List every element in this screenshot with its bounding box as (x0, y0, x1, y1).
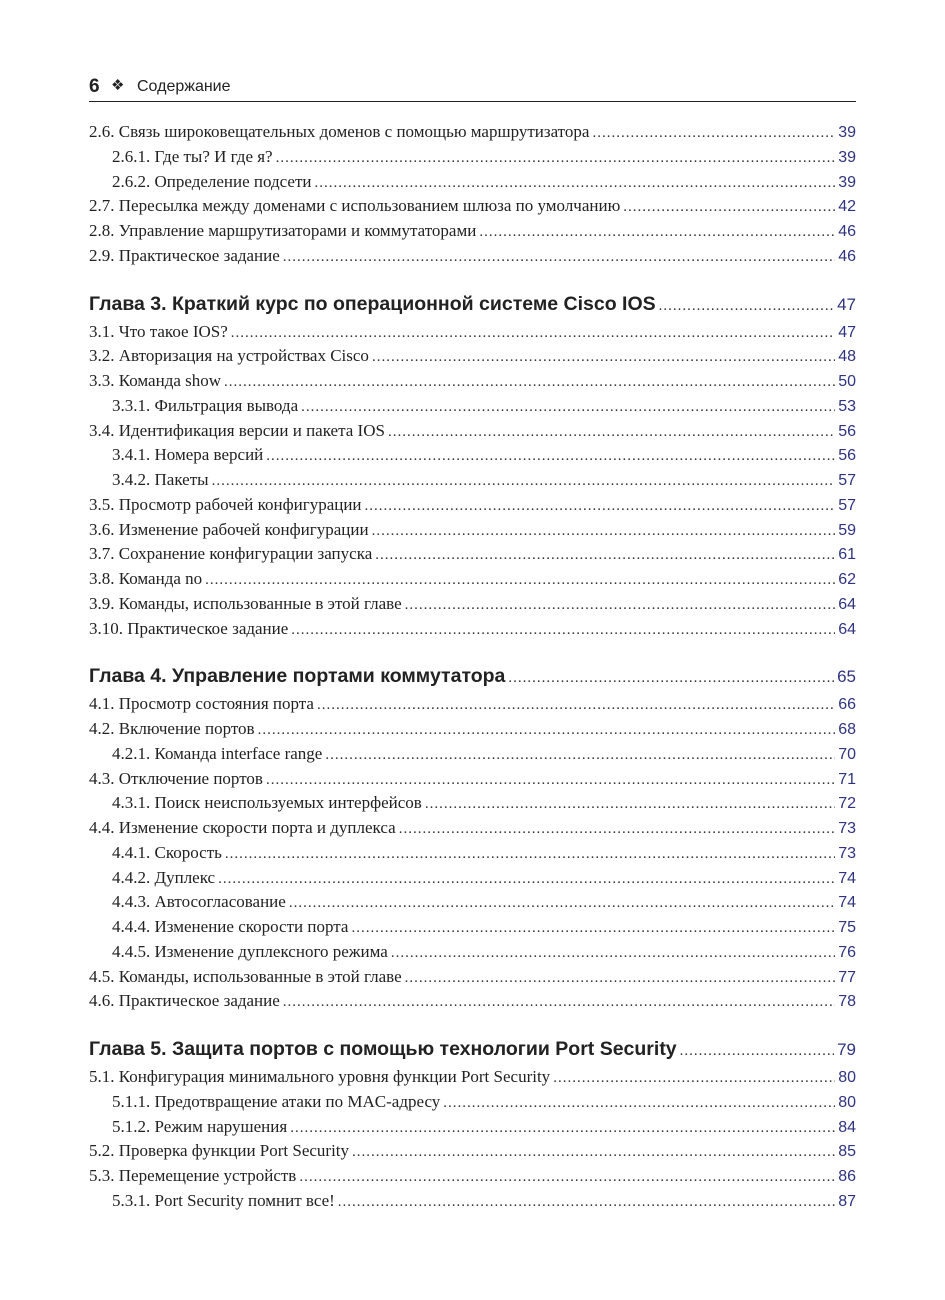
toc-page-number: 47 (838, 323, 856, 341)
toc-entry-title: 5.1. Конфигурация минимального уровня функции Port Security (89, 1067, 551, 1086)
toc-entry-title: 4.4. Изменение скорости порта и дуплекса (89, 818, 396, 837)
toc-page-number: 79 (837, 1040, 856, 1059)
toc-page-number: 46 (838, 223, 856, 240)
toc-entry-title: 3.9. Команды, использованные в этой главе (89, 593, 402, 613)
toc-page-number: 75 (838, 919, 856, 936)
toc-entry-title: 3.10. Практическое задание (89, 618, 289, 638)
toc-page-number: 76 (838, 943, 856, 961)
toc-entry-title: 4.4.2. Дуплекс (112, 867, 216, 887)
toc-chapter-entry (89, 665, 856, 694)
toc-entry (89, 818, 856, 843)
toc-page-number: 80 (838, 1093, 856, 1111)
dot-leader (372, 349, 835, 366)
dot-leader (266, 448, 835, 465)
toc-entry (89, 843, 856, 868)
toc-page-number: 59 (838, 521, 856, 539)
toc-entry-title: 4.3.1. Поиск неиспользуемых интерфейсов (112, 793, 422, 813)
toc-entry-title: Глава 5. Защита портов с помощью технологии Port Security (89, 1038, 677, 1060)
toc-page-number: 42 (838, 198, 856, 216)
toc-page-number: 72 (838, 795, 856, 813)
toc-entry-title: 4.4.3. Автосогласование (112, 892, 286, 912)
dot-leader (283, 249, 835, 266)
toc-entry (89, 172, 856, 197)
dot-leader (388, 424, 835, 441)
toc-page-number: 48 (838, 348, 856, 366)
toc-entry-title: 4.4.1. Скорость (112, 842, 222, 862)
dot-leader (231, 325, 835, 342)
toc-entry (89, 942, 856, 967)
dot-leader (315, 175, 836, 192)
toc-page-number: 87 (838, 1192, 856, 1210)
toc-page-number: 57 (838, 496, 856, 514)
dot-leader (508, 670, 834, 687)
toc-entry-title: 4.2. Включение портов (89, 719, 255, 738)
toc-chapter-entry (89, 293, 856, 322)
running-title: Содержание (137, 78, 231, 95)
dot-leader (325, 747, 835, 764)
toc-entry (89, 421, 856, 446)
dot-leader (352, 1144, 835, 1161)
toc-entry (89, 619, 856, 644)
dot-leader (365, 498, 836, 515)
dot-leader (351, 920, 835, 937)
dot-leader (405, 970, 836, 987)
toc-entry-title: Глава 4. Управление портами коммутатора (89, 665, 506, 688)
toc-entry-title: 3.4. Идентификация версии и пакета IOS (89, 420, 385, 440)
toc-entry-title: 4.6. Практическое задание (89, 991, 280, 1011)
toc-page-number: 53 (838, 397, 856, 415)
toc-entry (89, 594, 856, 619)
toc-entry-title: 2.8. Управление маршрутизаторами и коммутаторами (89, 221, 477, 240)
toc-entry-title: 4.4.4. Изменение скорости порта (112, 917, 349, 936)
toc-entry (89, 246, 856, 271)
toc-entry (89, 396, 856, 421)
dot-leader (425, 796, 835, 813)
toc-entry-title: 5.2. Проверка функции Port Security (89, 1141, 350, 1161)
dot-leader (391, 945, 835, 962)
dot-leader (443, 1095, 835, 1112)
toc-entry-title: 3.3. Команда show (89, 371, 222, 390)
toc-entry-title: 3.1. Что такое IOS? (89, 321, 228, 341)
toc-page-number: 74 (838, 869, 856, 887)
dot-leader (224, 374, 835, 391)
toc-entry-title: 4.2.1. Команда interface range (112, 743, 323, 763)
toc-entry (89, 346, 856, 371)
toc-entry-title: 2.9. Практическое задание (89, 245, 280, 265)
toc-entry (89, 892, 856, 917)
toc-entry (89, 694, 856, 719)
dot-leader (212, 473, 836, 490)
toc-entry (89, 520, 856, 545)
toc-page-number: 46 (838, 247, 856, 265)
toc-entry-title: 5.1.2. Режим нарушения (112, 1116, 288, 1136)
toc-entry (89, 868, 856, 893)
toc-entry (89, 322, 856, 347)
dot-leader (375, 547, 835, 564)
toc-page-number: 64 (838, 595, 856, 613)
toc-page-number: 73 (838, 820, 856, 837)
toc-entry (89, 122, 856, 147)
toc-entry-title: 3.3.1. Фильтрация вывода (112, 395, 299, 415)
toc-entry (89, 719, 856, 744)
toc-entry (89, 147, 856, 172)
toc-page-number: 77 (838, 968, 856, 986)
dot-leader (290, 1120, 835, 1137)
toc-page-number: 47 (837, 294, 856, 314)
toc-page-number: 86 (838, 1168, 856, 1185)
toc-entry (89, 371, 856, 396)
toc-entry-title: 3.2. Авторизация на устройствах Cisco (89, 346, 369, 366)
toc-entry (89, 470, 856, 495)
toc-page-number: 74 (838, 894, 856, 912)
toc-entry-title: Глава 3. Краткий курс по операционной системе Cisco IOS (89, 292, 656, 315)
toc-entry-title: 3.8. Команда no (89, 569, 203, 588)
dot-leader (317, 697, 835, 714)
toc-entry (89, 1117, 856, 1142)
toc-entry (89, 569, 856, 594)
toc-page-number: 85 (838, 1143, 856, 1161)
running-header (89, 74, 856, 102)
toc-page-number: 56 (838, 447, 856, 465)
toc-page-number: 39 (838, 173, 856, 191)
toc-entry-title: 3.4.2. Пакеты (112, 470, 209, 489)
dot-leader (258, 722, 836, 739)
toc-page-number: 62 (838, 571, 856, 588)
toc-entry-title: 3.5. Просмотр рабочей конфигурации (89, 494, 362, 514)
toc-entry (89, 445, 856, 470)
toc-entry-title: 5.3.1. Port Security помнит все! (112, 1190, 335, 1210)
dot-leader (299, 1169, 835, 1186)
dot-leader (680, 1043, 834, 1060)
toc-page-number: 84 (838, 1118, 856, 1136)
toc-entry-title: 4.3. Отключение портов (89, 768, 263, 788)
toc-entry (89, 196, 856, 221)
dot-leader (266, 772, 835, 789)
dot-leader (205, 572, 835, 589)
dot-leader (338, 1194, 835, 1211)
toc-page-number: 71 (838, 770, 856, 788)
toc-entry (89, 1166, 856, 1191)
toc-page-number: 64 (838, 620, 856, 638)
toc-entry-title: 4.1. Просмотр состояния порта (89, 694, 314, 714)
toc-entry-title: 5.3. Перемещение устройств (89, 1166, 297, 1185)
dot-leader (291, 622, 835, 639)
toc-page-number: 56 (838, 422, 856, 440)
toc-entry-title: 3.4.1. Номера версий (112, 445, 264, 465)
toc-entry (89, 1092, 856, 1117)
toc-entry-title: 4.5. Команды, использованные в этой главе (89, 966, 402, 986)
toc-entry-title: 3.7. Сохранение конфигурации запуска (89, 544, 373, 564)
toc-entry (89, 221, 856, 246)
toc-entry (89, 769, 856, 794)
dot-leader (218, 871, 835, 888)
dot-leader (301, 399, 835, 416)
toc-entry-title: 2.7. Пересылка между доменами с использованием шлюза по умолчанию (89, 196, 621, 216)
dot-leader (479, 224, 835, 241)
toc-entry-title: 3.6. Изменение рабочей конфигурации (89, 519, 369, 539)
toc-entry (89, 495, 856, 520)
dot-leader (399, 821, 836, 838)
toc-entry-title: 2.6.2. Определение подсети (112, 171, 312, 191)
toc-entry-title: 4.4.5. Изменение дуплексного режима (112, 941, 388, 961)
toc-page-number: 78 (838, 993, 856, 1011)
dot-leader (405, 597, 836, 614)
toc-page-number: 73 (838, 844, 856, 862)
toc-entry (89, 1067, 856, 1092)
dot-leader (289, 895, 835, 912)
dot-leader (283, 994, 835, 1011)
toc-page-number: 61 (838, 546, 856, 564)
dot-leader (276, 150, 836, 167)
toc-entry (89, 1191, 856, 1216)
toc-entry-title: 5.1.1. Предотвращение атаки по MAC-адресу (112, 1091, 441, 1111)
ornament-icon: ❖ (111, 77, 125, 94)
table-of-contents (89, 122, 856, 1216)
dot-leader (623, 199, 835, 216)
toc-page-number: 50 (838, 373, 856, 390)
toc-page-number: 80 (838, 1069, 856, 1086)
toc-page-number: 57 (838, 472, 856, 489)
toc-entry (89, 967, 856, 992)
dot-leader (592, 125, 835, 142)
toc-page-number: 39 (838, 124, 856, 141)
toc-page-number: 39 (838, 148, 856, 166)
toc-page-number: 70 (838, 745, 856, 763)
page-number: 6 (89, 76, 100, 97)
toc-entry-title: 2.6. Связь широковещательных доменов с помощью маршрутизатора (89, 122, 590, 141)
toc-entry (89, 544, 856, 569)
toc-entry (89, 793, 856, 818)
dot-leader (372, 523, 836, 540)
toc-page-number: 65 (837, 667, 856, 687)
dot-leader (225, 846, 835, 863)
toc-entry (89, 917, 856, 942)
toc-entry (89, 1141, 856, 1166)
toc-chapter-entry (89, 1038, 856, 1067)
dot-leader (659, 298, 834, 315)
toc-page-number: 68 (838, 721, 856, 738)
toc-page-number: 66 (838, 696, 856, 714)
toc-entry (89, 991, 856, 1016)
dot-leader (553, 1070, 835, 1087)
toc-entry-title: 2.6.1. Где ты? И где я? (112, 146, 273, 166)
toc-entry (89, 744, 856, 769)
